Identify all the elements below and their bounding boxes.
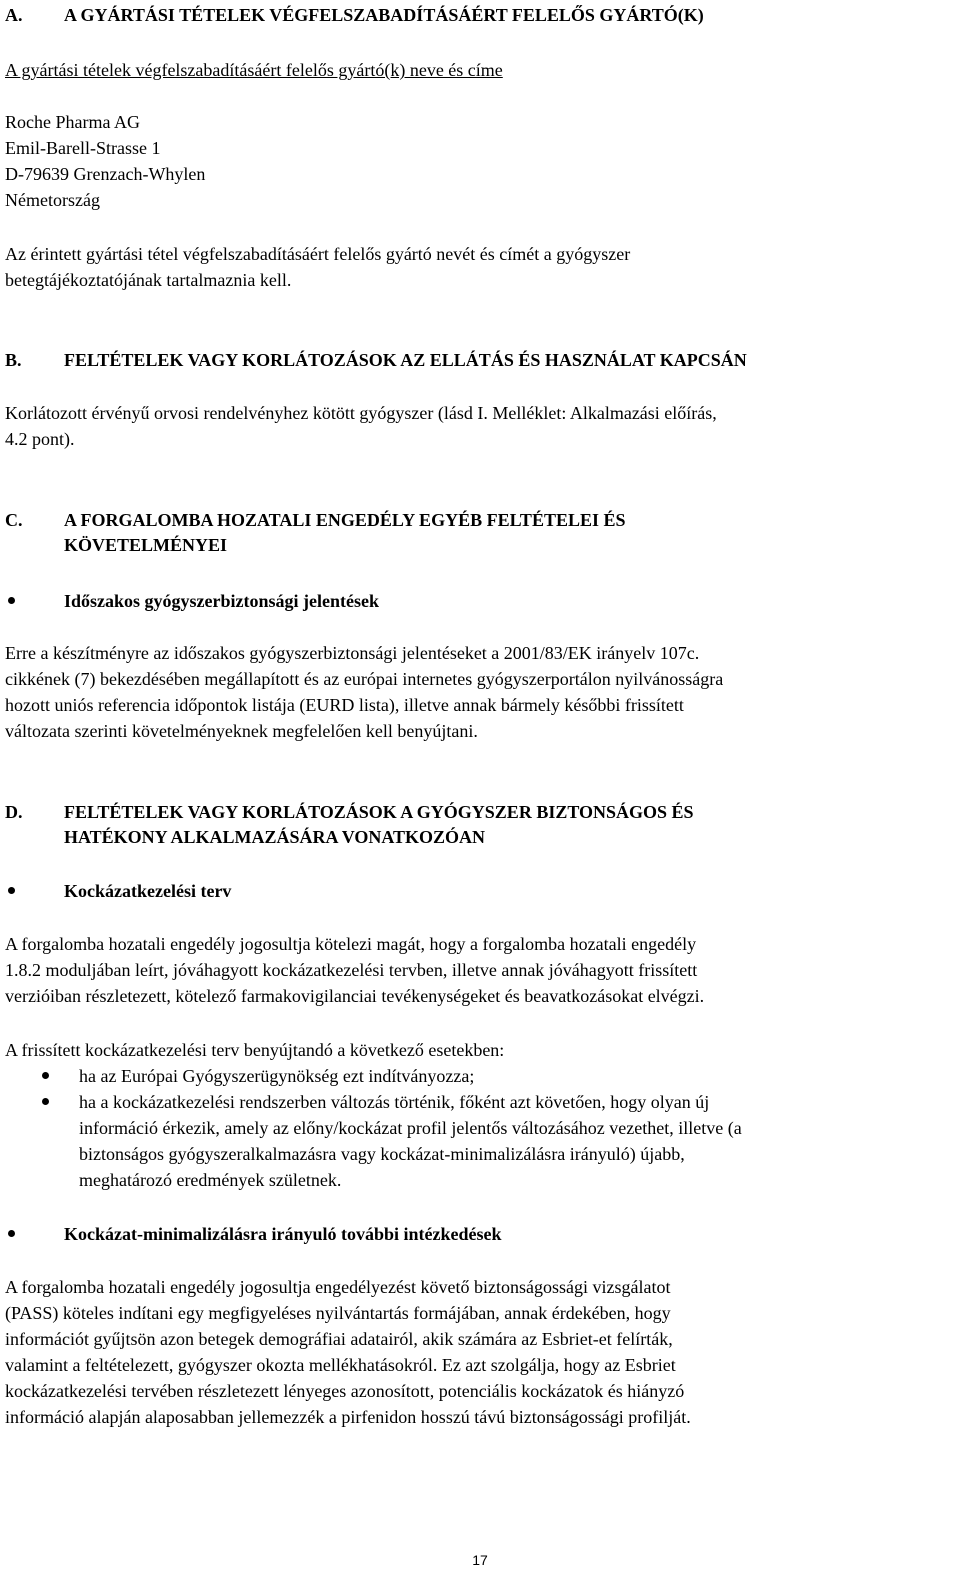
section-c-title: KÖVETELMÉNYEI	[64, 535, 228, 555]
list-item: ha az Európai Gyógyszerügynökség ezt indítványozza;	[79, 1066, 475, 1086]
section-d-letter: D.	[5, 802, 23, 822]
paragraph-line: hozott uniós referencia időpontok listája (EURD lista), illetve annak bármely későbbi frissített	[5, 695, 684, 715]
paragraph-line: 4.2 pont).	[5, 429, 75, 449]
bullet-icon	[8, 1230, 15, 1237]
paragraph-line: változata szerinti követelményeknek megfelelően kell benyújtani.	[5, 721, 478, 741]
section-b-title: FELTÉTELEK VAGY KORLÁTOZÁSOK AZ ELLÁTÁS ÉS HASZNÁLAT KAPCSÁN	[64, 350, 747, 370]
list-item-continuation: információ érkezik, amely az előny/kockázat profil jelentős változásához vezethet, illetve (a	[79, 1118, 742, 1138]
address-line: D-79639 Grenzach-Whylen	[5, 164, 206, 184]
bullet-icon	[8, 597, 15, 604]
section-a-letter: A.	[5, 5, 23, 25]
paragraph-line: valamint a feltételezett, gyógyszer okozta mellékhatásokról. Ez azt szolgálja, hogy az Esbriet	[5, 1355, 676, 1375]
bullet-heading: Kockázatkezelési terv	[64, 881, 232, 901]
paragraph-line: A forgalomba hozatali engedély jogosultja kötelezi magát, hogy a forgalomba hozatali engedély	[5, 934, 697, 954]
paragraph-line: A forgalomba hozatali engedély jogosultja engedélyezést követő biztonságossági vizsgálatot	[5, 1277, 671, 1297]
paragraph-line: (PASS) köteles indítani egy megfigyeléses nyilvántartás formájában, annak érdekében, hogy	[5, 1303, 671, 1323]
paragraph-line: Korlátozott érvényű orvosi rendelvényhez kötött gyógyszer (lásd I. Melléklet: Alkalmazási előírás,	[5, 403, 717, 423]
bullet-heading: Időszakos gyógyszerbiztonsági jelentések	[64, 591, 379, 611]
bullet-icon	[42, 1072, 49, 1079]
section-c-title: A FORGALOMBA HOZATALI ENGEDÉLY EGYÉB FELTÉTELEI ÉS	[64, 510, 626, 530]
section-c-letter: C.	[5, 510, 23, 530]
paragraph-line: cikkének (7) bekezdésében megállapított és az európai internetes gyógyszerportálon nyilvánosságra	[5, 669, 724, 689]
paragraph-line: információ alapján alaposabban jellemezzék a pirfenidon hosszú távú biztonságossági profilját.	[5, 1407, 691, 1427]
address-line: Emil-Barell-Strasse 1	[5, 138, 161, 158]
section-d-title: HATÉKONY ALKALMAZÁSÁRA VONATKOZÓAN	[64, 827, 486, 847]
section-b-letter: B.	[5, 350, 22, 370]
paragraph-line: betegtájékoztatójának tartalmaznia kell.	[5, 270, 292, 290]
section-d-title: FELTÉTELEK VAGY KORLÁTOZÁSOK A GYÓGYSZER BIZTONSÁGOS ÉS	[64, 802, 694, 822]
bullet-heading: Kockázat-minimalizálásra irányuló további intézkedések	[64, 1224, 502, 1244]
paragraph-line: verzióiban részletezett, kötelező farmakovigilanciai tevékenységeket és beavatkozásokat elvégzi.	[5, 986, 705, 1006]
page-number: 17	[472, 1552, 488, 1568]
list-item-continuation: meghatározó eredmények születnek.	[79, 1170, 342, 1190]
paragraph-line: A frissített kockázatkezelési terv benyújtandó a következő esetekben:	[5, 1040, 505, 1060]
paragraph-line: Erre a készítményre az időszakos gyógyszerbiztonsági jelentéseket a 2001/83/EK irányelv 107c.	[5, 643, 700, 663]
address-line: Roche Pharma AG	[5, 112, 140, 132]
paragraph-line: kockázatkezelési tervében részletezett lényeges azonosított, potenciális kockázatok és hiányzó	[5, 1381, 685, 1401]
section-a-subtitle: A gyártási tételek végfelszabadításáért felelős gyártó(k) neve és címe	[5, 60, 503, 80]
paragraph-line: 1.8.2 moduljában leírt, jóváhagyott kockázatkezelési tervben, illetve annak jóváhagyott frissített	[5, 960, 698, 980]
paragraph-line: Az érintett gyártási tétel végfelszabadításáért felelős gyártó nevét és címét a gyógyszer	[5, 244, 631, 264]
paragraph-line: információt gyűjtsön azon betegek demográfiai adatairól, akik számára az Esbriet-et felírták,	[5, 1329, 673, 1349]
bullet-icon	[8, 887, 15, 894]
bullet-icon	[42, 1098, 49, 1105]
section-a-title: A GYÁRTÁSI TÉTELEK VÉGFELSZABADÍTÁSÁÉRT FELELŐS GYÁRTÓ(K)	[64, 5, 704, 25]
list-item-continuation: biztonságos gyógyszeralkalmazásra vagy kockázat-minimalizálásra irányuló) újabb,	[79, 1144, 685, 1164]
list-item: ha a kockázatkezelési rendszerben változás történik, főként azt követően, hogy olyan új	[79, 1092, 710, 1112]
address-line: Németország	[5, 190, 100, 210]
